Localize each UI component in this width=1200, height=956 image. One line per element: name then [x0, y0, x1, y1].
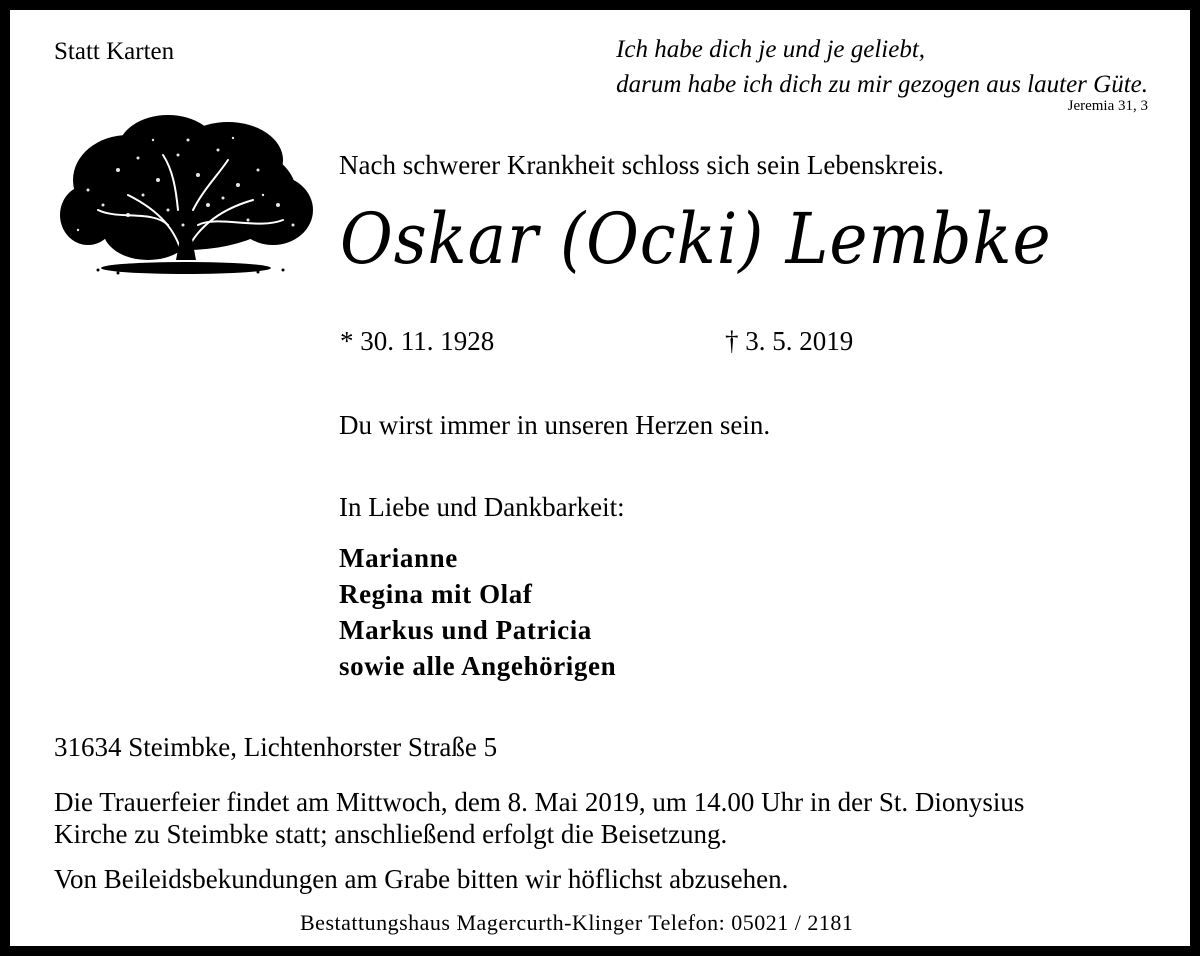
- undertaker-info: Bestattungshaus Magercurth-Klinger Telefon: 05021 / 2181: [300, 910, 854, 935]
- funeral-line-2: Kirche zu Steimbke statt; anschließend erfolgt die Beisetzung.: [54, 819, 728, 849]
- tree-icon: [58, 110, 314, 286]
- funeral-info: [54, 786, 1024, 850]
- mourners-list: [339, 540, 616, 684]
- mourner-item: Marianne: [339, 543, 458, 573]
- deceased-name: Oskar (Ocki) Lembke: [340, 198, 1052, 280]
- birth-date: * 30. 11. 1928: [340, 326, 495, 356]
- verse-line-1: Ich habe dich je und je geliebt,: [616, 36, 926, 63]
- funeral-line-1: Die Trauerfeier findet am Mittwoch, dem 8. Mai 2019, um 14.00 Uhr in der St. Dionysius: [54, 787, 1025, 817]
- condolence-note: Von Beileidsbekundungen am Grabe bitten wir höflichst abzusehen.: [54, 864, 789, 894]
- thanks-line: In Liebe und Dankbarkeit:: [339, 492, 625, 522]
- mourner-item: sowie alle Angehörigen: [339, 651, 617, 681]
- heart-line: Du wirst immer in unseren Herzen sein.: [339, 410, 771, 440]
- statt-karten-label: Statt Karten: [54, 38, 175, 65]
- bible-verse: [616, 32, 1148, 102]
- mourner-item: Regina mit Olaf: [339, 579, 533, 609]
- obituary-card: [10, 10, 1190, 946]
- address: 31634 Steimbke, Lichtenhorster Straße 5: [54, 732, 498, 762]
- verse-line-2: darum habe ich dich zu mir gezogen aus lauter Güte.: [616, 71, 1148, 98]
- mourner-item: Markus und Patricia: [339, 615, 592, 645]
- verse-reference: Jeremia 31, 3: [1067, 98, 1148, 114]
- death-date: † 3. 5. 2019: [725, 326, 854, 356]
- intro-line: Nach schwerer Krankheit schloss sich sein Lebenskreis.: [339, 150, 945, 180]
